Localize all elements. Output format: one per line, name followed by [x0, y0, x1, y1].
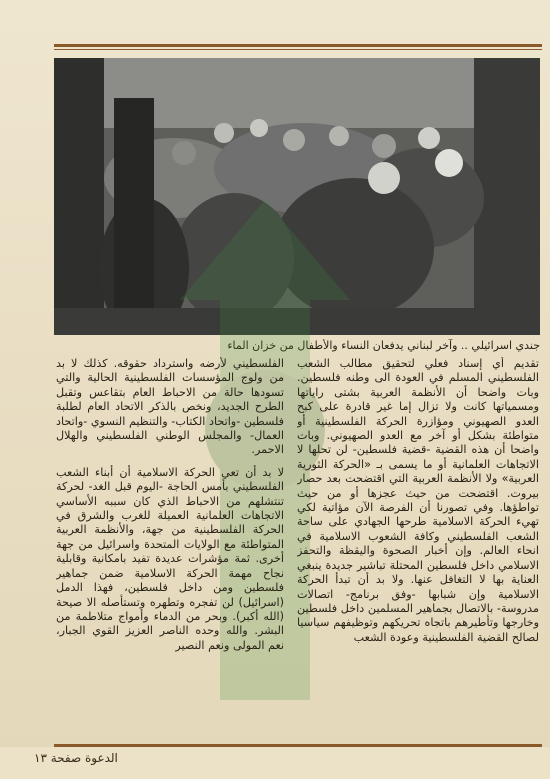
news-photo: [54, 58, 540, 335]
paragraph: الفلسطيني لأرضه واسترداد حقوقه. كذلك لا بد من ولوج المؤسسات الفلسطينية الحالية والتي تسودها حالة من الاحباط العام بتقاعس وتقبل الطرح الجديد، ونخص بالذكر الاتحاد العام لطلبة فلسطين -واتحاد الكتاب- والتنظيم النسوي -واتحاد العمال- والمجلس الوطني الفلسطيني والهلال الاحمر.: [56, 357, 284, 457]
page-number-label: الدعوة صفحة ١٣: [34, 751, 118, 765]
top-rule-thin: [54, 49, 542, 50]
paragraph: تقديم أي إسناد فعلي لتحقيق مطالب الشعب الفلسطيني المسلم في العودة الى وطنه فلسطين. وبات واضحا أن الأنظمة العربية بشتى راياتها ومسمياتها كانت ولا تزال إما غير قادرة على كبح العدو الصهيوني ومؤازرة الحركة الفلسطينية أو متواطئة بشكل أو آخر مع العدو الصهيوني. وبات واضحا أن هذه القضية -قضية فلسطين- لن تحلها لا الاتجاهات العلمانية أو ما يسمى بـ «الحركة الثورية العربية» ولا الأنظمة العربية التي اقتضحت بعد حصار بيروت. اقتضحت من حيث عجزها أو من حيث تواطؤها. وفي تصورنا أن الفرصة الآن مؤاتية لكي تهيء الحركة الاسلامية طرحها الجهادي على ساحة الشعب الفلسطيني وكافة الشعوب الاسلامية في انحاء العالم. وإن أخبار الصحوة واليقظة والتحفز الاسلامي داخل فلسطين المحتلة تباشير جديدة ينبغي العناية بها لا التغافل عنها. ولا بد أن تبدأ الحركة الاسلامية وإن شبابها -وفق برنامج- اتصالات مدروسة- بالاتصال بجماهير المسلمين داخل فلسطين وخارجها وتأطيرهم باتجاه تحريكهم وتوظيفهم سياسيا لصالح القضية الفلسطينية وعودة الشعب: [297, 357, 539, 644]
article-column-left: [56, 357, 284, 742]
crowd-photo-illustration: [54, 58, 540, 335]
article-column-right: [297, 357, 539, 742]
paragraph: لا بد أن تعي الحركة الاسلامية أن أبناء الشعب الفلسطيني بأمس الحاجة -اليوم قبل الغد- لحركة تنتشلهم من الاحباط الذي كان سببه الأساسي الاتجاهات العلمانية العميلة للغرب والشرق في الحركة الفلسطينية من جهة، والأنظمة العربية المتواطئة مع الولايات المتحدة واسرائيل من جهة أخرى. ثمة مؤشرات عديدة تفيد بامكانية وقابلية نجاح مهمة الحركة الاسلامية ضمن جماهير فلسطين ومن داخل فلسطين، فهذا الدمل (اسرائيل) لن تفجره وتطهره وتستأصله الا صيحة (الله أكبر). وبحر من الدماء وأمواج متلاطمة من البشر. والله وحده الناصر العزيز القوي الجبار، نعم المولى ونعم النصير: [56, 465, 284, 652]
photo-caption: جندي اسرائيلي .. وآخر لبناني يدفعان النساء والأطفال من خزان الماء: [227, 339, 540, 352]
top-rule: [54, 44, 542, 47]
